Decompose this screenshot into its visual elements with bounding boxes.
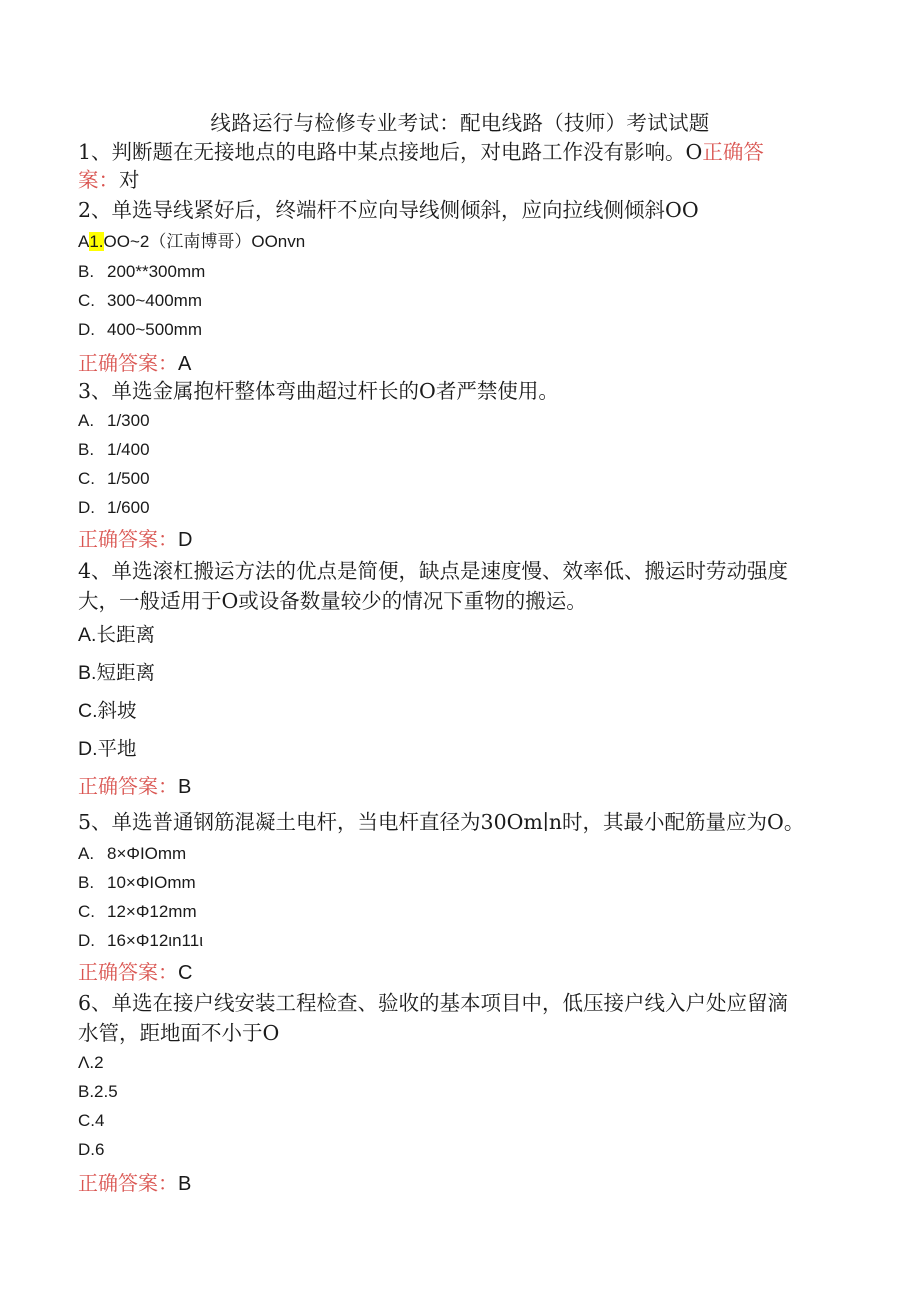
- answer-value: B: [178, 1173, 192, 1195]
- option-a: A1.OO~2（江南博哥）OOnvn: [78, 232, 306, 251]
- option-a: A. 8×ΦIOmm: [78, 844, 187, 863]
- option-b: B.短距离: [78, 661, 155, 684]
- answer-value: D: [178, 529, 193, 551]
- option-d: D.6: [78, 1140, 105, 1159]
- document-title: 线路运行与检修专业考试：配电线路（技师）考试试题: [210, 111, 710, 135]
- option-c: C. 300~400mm: [78, 291, 202, 310]
- document-body: [78, 138, 838, 1197]
- option-a: A.长距离: [78, 623, 155, 646]
- answer-label: 正确答案：: [78, 527, 178, 551]
- option-d: D. 16×Φ12ιn11ι: [78, 931, 203, 950]
- option-b: B. 200**300mm: [78, 262, 206, 281]
- answer-value: C: [178, 962, 193, 984]
- option-c: C.斜坡: [78, 699, 137, 722]
- answer-value: 对: [119, 168, 140, 192]
- answer-label: 正确答案：: [78, 774, 178, 798]
- question-5: [78, 808, 838, 986]
- option-b: B. 1/400: [78, 440, 150, 459]
- option-a: A. 1/300: [78, 411, 150, 430]
- question-text: 5、单选普通钢筋混凝土电杆，当电杆直径为30Om∣n时，其最小配筋量应为O。: [78, 810, 805, 834]
- highlighted-text: 1.: [89, 232, 104, 251]
- answer-line: [78, 350, 838, 377]
- option-c: C.4: [78, 1111, 105, 1130]
- answer-line: [78, 1170, 838, 1197]
- question-text: 水管，距地面不小于O: [78, 1021, 280, 1045]
- answer-label: 案：: [78, 168, 119, 192]
- option-c: C. 1/500: [78, 469, 150, 488]
- question-2: [78, 196, 838, 377]
- question-3: [78, 377, 838, 553]
- answer-line: [78, 526, 838, 553]
- answer-label: 正确答案：: [78, 960, 178, 984]
- option-d: D. 1/600: [78, 498, 150, 517]
- answer-value: A: [178, 353, 192, 375]
- answer-label: 正确答案：: [78, 1171, 178, 1195]
- question-text: 3、单选金属抱杆整体弯曲超过杆长的O者严禁使用。: [78, 379, 559, 403]
- question-text: 大，一般适用于O或设备数量较少的情况下重物的搬运。: [78, 589, 587, 613]
- option-d: D. 400~500mm: [78, 320, 202, 339]
- answer-label: 正确答: [702, 140, 764, 164]
- answer-value: B: [178, 776, 192, 798]
- question-text: 1、判断题在无接地点的电路中某点接地后，对电路工作没有影响。O: [78, 140, 703, 164]
- option-b: B. 10×ΦIOmm: [78, 873, 196, 892]
- answer-line: [78, 959, 838, 986]
- option-b: B.2.5: [78, 1082, 118, 1101]
- option-d: D.平地: [78, 737, 137, 760]
- option-c: C. 12×Φ12mm: [78, 902, 197, 921]
- option-a: Λ.2: [78, 1053, 104, 1072]
- question-6: [78, 989, 838, 1197]
- question-text: 6、单选在接户线安装工程检查、验收的基本项目中，低压接户线入户处应留滴: [78, 991, 789, 1015]
- question-text: 2、单选导线紧好后，终端杆不应向导线侧倾斜，应向拉线侧倾斜OO: [78, 198, 699, 222]
- answer-label: 正确答案：: [78, 351, 178, 375]
- question-text: 4、单选滚杠搬运方法的优点是简便，缺点是速度慢、效率低、搬运时劳动强度: [78, 559, 789, 583]
- question-1: [78, 138, 838, 194]
- answer-line: [78, 773, 838, 800]
- question-4: [78, 557, 838, 800]
